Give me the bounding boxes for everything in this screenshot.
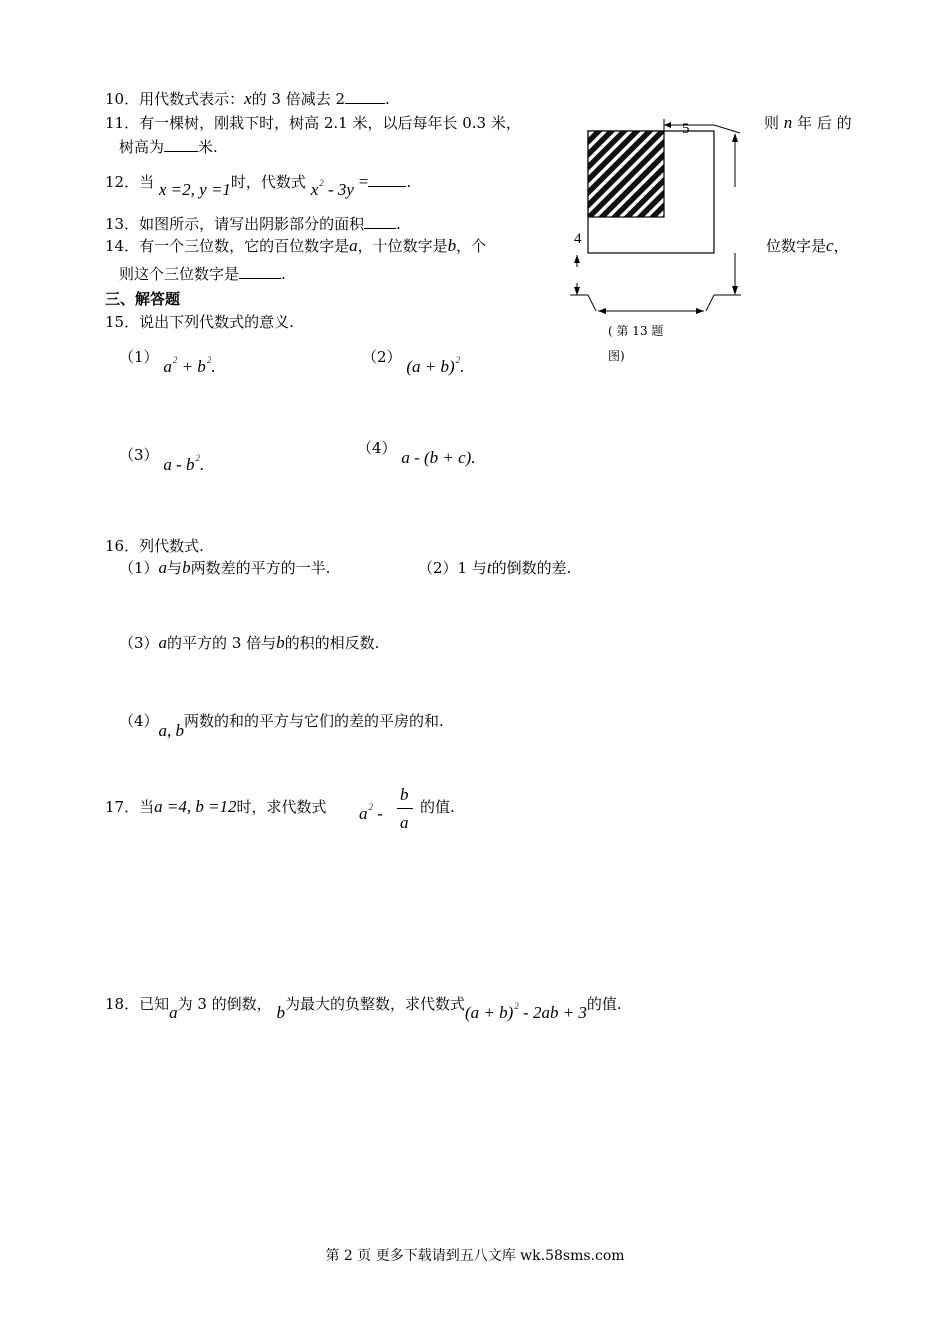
answer-blank[interactable] [364, 214, 396, 229]
arrowhead [574, 255, 580, 263]
q12: 12．当 x =2, y =1时，代数式 $x^2 - 3y$ = . [105, 172, 412, 199]
q18: 18．已知a为 3 的倒数， b为最大的负整数，求代数式$(a + b)^2 - 2ab + 3$的值. [105, 995, 622, 1022]
figure-diagram [560, 115, 760, 375]
figure-q13 [560, 115, 760, 379]
q17-expr-a: $a^2$ - [359, 802, 383, 823]
fraction-denominator: a [400, 813, 409, 832]
dim-tick [588, 295, 596, 311]
page-footer: 第 2 页 更多下载请到五八文库 wk.58sms.com [325, 1248, 625, 1264]
fraction-bar [397, 808, 413, 809]
q11-line2: 树高为 米. [119, 138, 218, 156]
q13: 13．如图所示，请写出阴影部分的面积 . [105, 215, 401, 233]
dim-tick [706, 295, 714, 311]
q16-part4: （4）a, b两数的和的平方与它们的差的平房的和. [119, 712, 444, 740]
answer-blank[interactable] [368, 172, 406, 187]
q11: 11．有一棵树，刚栽下时，树高 2.1 米，以后每年长 0.3 米， [105, 114, 521, 132]
q15-part2: （2） $(a + b)^2$. [362, 348, 465, 376]
q10: 10．用代数式表示：x的 3 倍减去 2 . [105, 89, 390, 108]
arrowhead [696, 308, 704, 314]
q15-part4: （4） a - (b + c). [357, 439, 476, 467]
q16-part1: （1）a与b两数差的平方的一半. [119, 558, 331, 577]
q16-part3: （3）a的平方的 3 倍与b的积的相反数. [119, 633, 380, 652]
label-4: 4 [574, 231, 582, 247]
figure-caption-line1: ( 第 13 题 [608, 324, 664, 338]
dim-tick [714, 125, 740, 133]
answer-blank[interactable] [164, 137, 198, 152]
label-5: 5 [682, 121, 690, 137]
arrowhead [732, 133, 738, 142]
var-x: x [244, 89, 252, 108]
q14: 14．有一个三位数，它的百位数字是a，十位数字是b，个 [105, 236, 487, 255]
q14-right: 位数字是c， [766, 236, 849, 255]
shaded-square [588, 131, 664, 217]
q17: 17．当a =4, b =12时，求代数式 [105, 797, 327, 816]
arrowhead [598, 308, 606, 314]
arrowhead [664, 122, 671, 128]
answer-blank[interactable] [239, 264, 281, 279]
q11-right: 则 n 年 后 的 [764, 113, 852, 132]
answer-blank[interactable] [345, 89, 385, 104]
section-heading: 三、解答题 [105, 290, 181, 308]
fraction-numerator: b [400, 785, 409, 804]
arrowhead [574, 287, 580, 295]
q16-title: 16．列代数式. [105, 537, 204, 555]
q15-part1: （1） $a^2 + b^2$. [119, 348, 216, 376]
q15-part3: （3） a - $b^2$. [119, 446, 205, 474]
figure-caption-line2: 图) [608, 349, 625, 363]
q17-post: 的值. [420, 798, 455, 816]
q16-part2: （2）1 与t的倒数的差. [418, 558, 572, 577]
q14-line2: 则这个三位数字是 . [119, 265, 286, 283]
q15-title: 15．说出下列代数式的意义. [105, 313, 294, 331]
arrowhead [732, 286, 738, 295]
